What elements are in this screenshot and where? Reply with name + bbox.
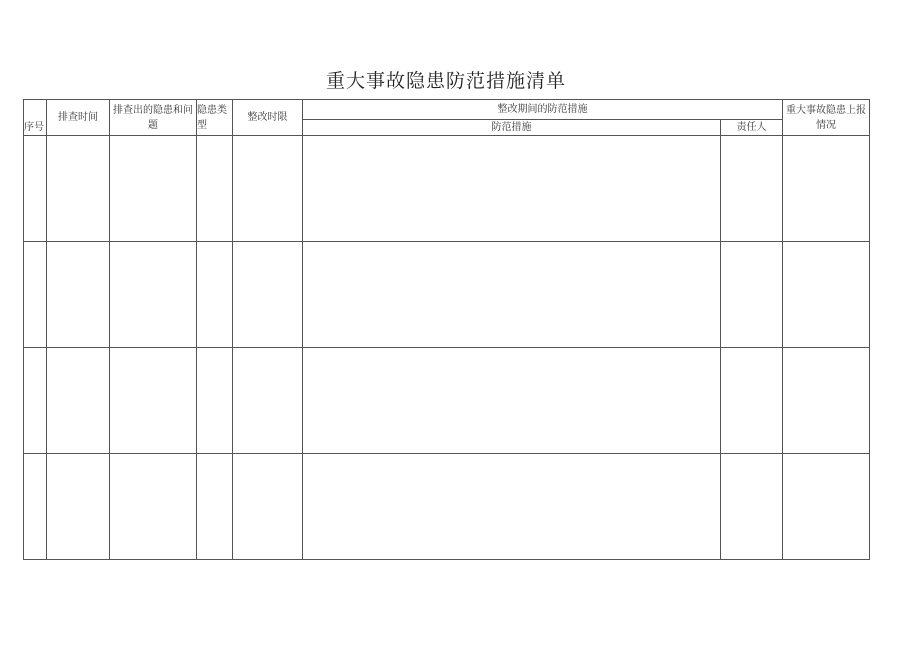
cell-check-time xyxy=(47,136,110,242)
header-hazard-issue: 排查出的隐患和问题 xyxy=(110,100,197,136)
cell-hazard-issue xyxy=(110,454,197,560)
hazard-checklist-table xyxy=(23,99,870,560)
cell-measures xyxy=(303,136,721,242)
table-row xyxy=(24,136,870,242)
cell-hazard-type xyxy=(197,454,233,560)
cell-responsible xyxy=(721,454,783,560)
header-rectify-period-measures: 整改期间的防范措施 xyxy=(303,100,783,120)
table-row xyxy=(24,242,870,348)
cell-responsible xyxy=(721,136,783,242)
cell-rectify-deadline xyxy=(233,242,303,348)
cell-hazard-type xyxy=(197,348,233,454)
cell-measures xyxy=(303,348,721,454)
cell-hazard-issue xyxy=(110,348,197,454)
cell-seq xyxy=(24,136,47,242)
cell-hazard-issue xyxy=(110,242,197,348)
cell-rectify-deadline xyxy=(233,136,303,242)
header-check-time: 排查时间 xyxy=(47,100,110,136)
table-row xyxy=(24,454,870,560)
table-row xyxy=(24,348,870,454)
cell-responsible xyxy=(721,242,783,348)
cell-check-time xyxy=(47,242,110,348)
cell-rectify-deadline xyxy=(233,348,303,454)
cell-check-time xyxy=(47,454,110,560)
cell-check-time xyxy=(47,348,110,454)
header-report-status: 重大事故隐患上报情况 xyxy=(783,100,870,136)
header-hazard-type: 隐患类型 xyxy=(197,100,233,136)
cell-hazard-type xyxy=(197,136,233,242)
cell-responsible xyxy=(721,348,783,454)
cell-report-status xyxy=(783,242,870,348)
cell-seq xyxy=(24,454,47,560)
header-rectify-deadline: 整改时限 xyxy=(233,100,303,136)
cell-seq xyxy=(24,242,47,348)
cell-report-status xyxy=(783,136,870,242)
header-measures: 防范措施 xyxy=(303,120,721,136)
cell-report-status xyxy=(783,348,870,454)
cell-report-status xyxy=(783,454,870,560)
cell-seq xyxy=(24,348,47,454)
cell-measures xyxy=(303,454,721,560)
cell-hazard-issue xyxy=(110,136,197,242)
header-seq: 序号 xyxy=(24,100,47,136)
header-responsible: 责任人 xyxy=(721,120,783,136)
document-title: 重大事故隐患防范措施清单 xyxy=(325,70,566,92)
cell-measures xyxy=(303,242,721,348)
cell-rectify-deadline xyxy=(233,454,303,560)
cell-hazard-type xyxy=(197,242,233,348)
